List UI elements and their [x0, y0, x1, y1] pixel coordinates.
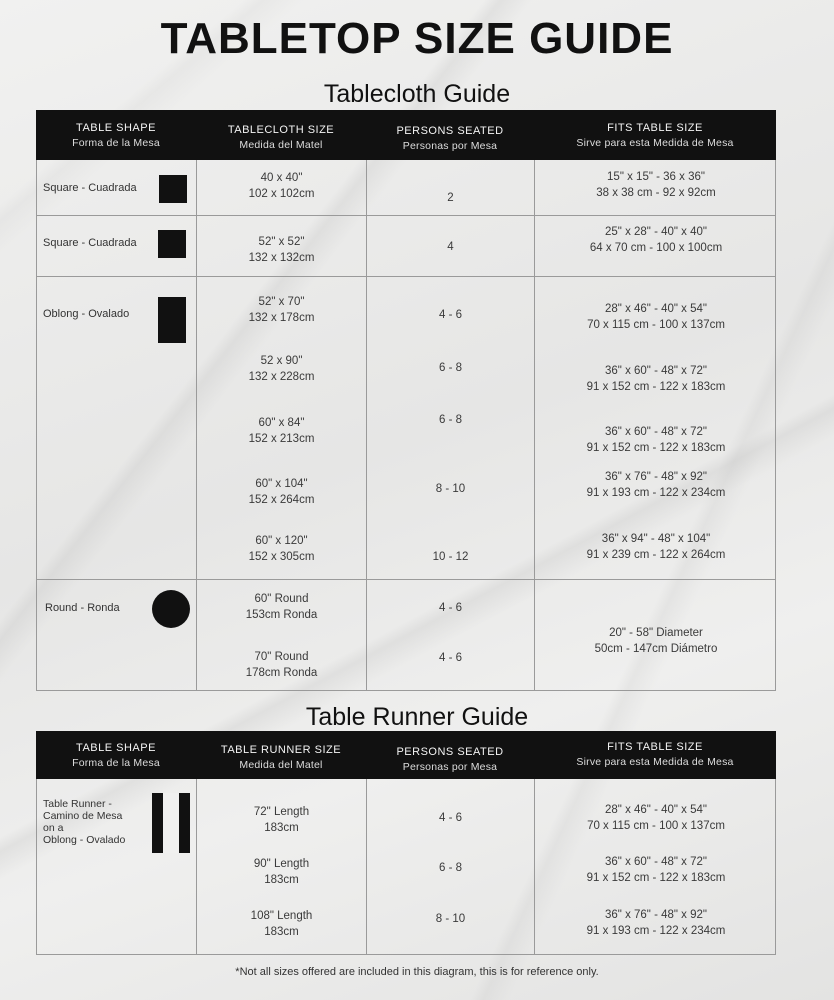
fits-imperial: 36" x 60" - 48" x 72" — [605, 856, 707, 868]
shape-label-round: Round - Ronda — [45, 602, 120, 614]
header-fits-table-size — [534, 121, 776, 151]
shape-label-line: Oblong - Ovalado — [43, 834, 126, 846]
shape-label-oblong: Oblong - Ovalado — [43, 308, 130, 320]
tablecloth-size-cell — [197, 170, 366, 202]
header-fits-label: FITS TABLE SIZE — [607, 741, 703, 753]
size-metric: 183cm — [264, 926, 299, 938]
size-metric: 152 x 264cm — [248, 494, 315, 506]
row-divider — [37, 276, 775, 277]
fits-table-size-cell — [535, 424, 777, 456]
fits-table-size-cell — [535, 531, 777, 563]
size-metric: 183cm — [264, 874, 299, 886]
size-imperial: 40 x 40" — [260, 172, 303, 184]
tablecloth-header-row — [36, 110, 776, 160]
persons-seated-cell: 4 - 6 — [438, 652, 462, 664]
fits-metric: 50cm - 147cm Diámetro — [594, 643, 718, 655]
persons-seated-cell: 4 — [447, 241, 454, 253]
size-metric: 153cm Ronda — [245, 609, 318, 621]
header-persons-label: PERSONS SEATED — [396, 746, 504, 758]
page-title: TABLETOP SIZE GUIDE — [160, 14, 674, 63]
fits-table-size-cell — [535, 854, 777, 886]
shape-label-square: Square - Cuadrada — [43, 182, 137, 194]
fits-metric: 91 x 152 cm - 122 x 183cm — [586, 381, 726, 393]
fits-imperial: 36" x 94" - 48" x 104" — [601, 533, 711, 545]
persons-seated-cell: 6 - 8 — [438, 362, 462, 374]
tablecloth-guide-title: Tablecloth Guide — [323, 80, 511, 108]
tablecloth-size-cell — [197, 294, 366, 326]
size-metric: 178cm Ronda — [245, 667, 318, 679]
header-shape-label-es: Forma de la Mesa — [72, 757, 160, 769]
header-fits-label-es: Sirve para esta Medida de Mesa — [576, 756, 734, 768]
fits-table-size-cell — [535, 469, 777, 501]
header-tablecloth-size — [196, 123, 366, 153]
shape-label-line: Camino de Mesa — [43, 810, 123, 822]
footnote: *Not all sizes offered are included in this diagram, this is for reference only. — [235, 966, 599, 978]
fits-imperial: 28" x 46" - 40" x 54" — [605, 303, 707, 315]
fits-metric: 38 x 38 cm - 92 x 92cm — [596, 187, 716, 199]
fits-table-size-cell — [535, 802, 777, 834]
fits-table-size-cell — [535, 224, 777, 256]
persons-seated-cell: 10 - 12 — [432, 551, 469, 563]
runner-shape-icon — [152, 793, 190, 853]
size-metric: 102 x 102cm — [248, 188, 315, 200]
fits-imperial: 36" x 60" - 48" x 72" — [605, 426, 707, 438]
fits-imperial: 36" x 60" - 48" x 72" — [605, 365, 707, 377]
size-imperial: 60" x 104" — [255, 478, 308, 490]
header-shape-label: TABLE SHAPE — [76, 742, 156, 754]
round-shape-icon — [152, 590, 190, 628]
size-imperial: 72" Length — [253, 806, 310, 818]
header-fits-table-size — [534, 740, 776, 770]
size-imperial: 70" Round — [254, 651, 309, 663]
fits-metric: 91 x 193 cm - 122 x 234cm — [586, 925, 726, 937]
shape-label-runner — [43, 798, 125, 846]
size-imperial: 60" Round — [254, 593, 309, 605]
shape-label-line: Table Runner - — [43, 798, 112, 810]
runner-table — [36, 779, 776, 955]
runner-size-cell — [197, 908, 366, 940]
header-persons-label-es: Personas por Mesa — [402, 140, 498, 152]
size-imperial: 60" x 120" — [255, 535, 308, 547]
fits-metric: 70 x 115 cm - 100 x 137cm — [587, 319, 725, 331]
row-divider — [37, 579, 775, 580]
shape-label-line: on a — [43, 822, 64, 834]
fits-metric: 91 x 193 cm - 122 x 234cm — [586, 487, 726, 499]
runner-size-cell — [197, 804, 366, 836]
header-size-label: TABLECLOTH SIZE — [227, 124, 335, 136]
fits-table-size-cell — [535, 169, 777, 201]
tablecloth-size-cell — [197, 234, 366, 266]
persons-seated-cell: 8 - 10 — [435, 913, 466, 925]
size-metric: 183cm — [264, 822, 299, 834]
runner-stripe — [163, 793, 179, 853]
tablecloth-table — [36, 160, 776, 691]
header-fits-label-es: Sirve para esta Medida de Mesa — [576, 137, 734, 149]
header-persons-label-es: Personas por Mesa — [402, 761, 498, 773]
persons-seated-cell: 4 - 6 — [438, 602, 462, 614]
size-imperial: 52" x 70" — [258, 296, 305, 308]
fits-metric: 64 x 70 cm - 100 x 100cm — [589, 242, 723, 254]
table-runner-guide-title: Table Runner Guide — [305, 703, 529, 731]
fits-imperial: 36" x 76" - 48" x 92" — [605, 471, 707, 483]
fits-imperial: 15" x 15" - 36 x 36" — [607, 171, 705, 183]
size-metric: 132 x 132cm — [248, 252, 315, 264]
size-imperial: 60" x 84" — [258, 417, 305, 429]
size-imperial: 52 x 90" — [260, 355, 303, 367]
header-size-label-es: Medida del Matel — [239, 759, 323, 771]
fits-metric: 70 x 115 cm - 100 x 137cm — [587, 820, 725, 832]
size-imperial: 90" Length — [253, 858, 310, 870]
size-metric: 132 x 178cm — [248, 312, 315, 324]
fits-metric: 91 x 152 cm - 122 x 183cm — [586, 442, 726, 454]
fits-table-size-cell — [535, 907, 777, 939]
persons-seated-cell: 4 - 6 — [438, 309, 462, 321]
square-shape-icon — [158, 230, 186, 258]
header-shape-label: TABLE SHAPE — [76, 122, 156, 134]
header-size-label-es: Medida del Matel — [239, 139, 323, 151]
size-metric: 152 x 305cm — [248, 551, 315, 563]
runner-header-row — [36, 731, 776, 779]
shape-label-square: Square - Cuadrada — [43, 237, 137, 249]
fits-metric: 91 x 152 cm - 122 x 183cm — [586, 872, 726, 884]
fits-table-size-cell — [535, 363, 777, 395]
size-metric: 152 x 213cm — [248, 433, 315, 445]
square-shape-icon — [159, 175, 187, 203]
header-fits-label: FITS TABLE SIZE — [607, 122, 703, 134]
size-imperial: 108" Length — [250, 910, 313, 922]
fits-metric: 91 x 239 cm - 122 x 264cm — [586, 549, 726, 561]
persons-seated-cell: 6 - 8 — [438, 414, 462, 426]
tablecloth-size-cell — [197, 533, 366, 565]
header-shape-label-es: Forma de la Mesa — [72, 137, 160, 149]
fits-table-size-cell — [535, 625, 777, 657]
oblong-shape-icon — [158, 297, 186, 343]
header-size-label: TABLE RUNNER SIZE — [220, 744, 342, 756]
size-metric: 132 x 228cm — [248, 371, 315, 383]
fits-imperial: 28" x 46" - 40" x 54" — [605, 804, 707, 816]
tablecloth-size-cell — [197, 476, 366, 508]
fits-imperial: 20" - 58" Diameter — [609, 627, 703, 639]
persons-seated-cell: 6 - 8 — [438, 862, 462, 874]
persons-seated-cell: 8 - 10 — [435, 483, 466, 495]
runner-size-cell — [197, 856, 366, 888]
tablecloth-size-cell — [197, 591, 366, 623]
row-divider — [37, 215, 775, 216]
persons-seated-cell: 4 - 6 — [438, 812, 462, 824]
size-imperial: 52" x 52" — [258, 236, 305, 248]
header-runner-size — [196, 743, 366, 773]
header-persons-label: PERSONS SEATED — [396, 125, 504, 137]
fits-table-size-cell — [535, 301, 777, 333]
tablecloth-size-cell — [197, 415, 366, 447]
header-table-shape — [36, 741, 196, 771]
fits-imperial: 25" x 28" - 40" x 40" — [605, 226, 707, 238]
header-persons-seated — [366, 124, 534, 154]
header-persons-seated — [366, 745, 534, 775]
tablecloth-size-cell — [197, 353, 366, 385]
header-table-shape — [36, 121, 196, 151]
fits-imperial: 36" x 76" - 48" x 92" — [605, 909, 707, 921]
tablecloth-size-cell — [197, 649, 366, 681]
persons-seated-cell: 2 — [447, 192, 454, 204]
